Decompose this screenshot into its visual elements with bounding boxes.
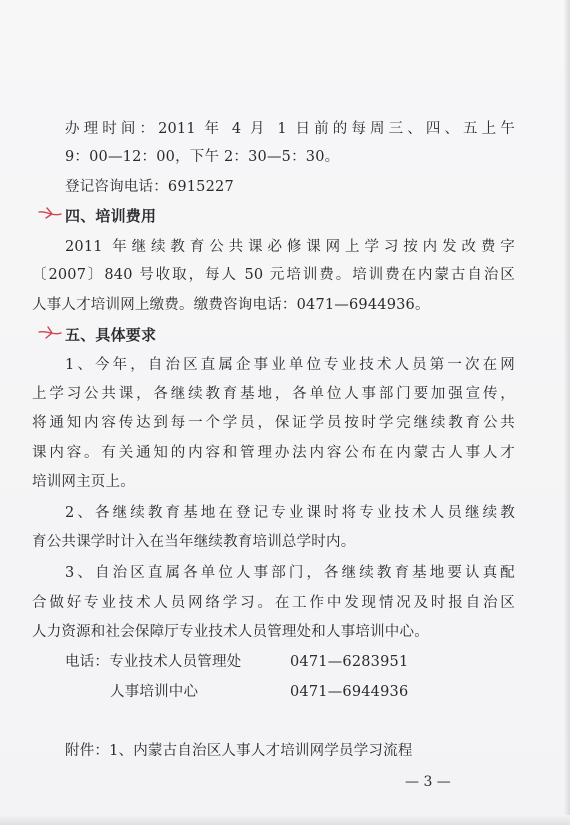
scan-edge-shadow [564, 0, 570, 825]
hours-line-2: 9：00—12：00，下午 2：30—5：30。 [65, 149, 340, 165]
contact-1-label: 电话：专业技术人员管理处 [65, 654, 242, 670]
requirement-2-line-1: 2、各继续教育基地在登记专业课时将专业技术人员继续教 [65, 505, 515, 521]
scan-bottom-shadow [0, 815, 570, 825]
section-4-title: 四、培训费用 [65, 207, 157, 225]
attachment-line: 附件：1、内蒙古自治区人事人才培训网学员学习流程 [65, 743, 413, 759]
requirement-3-line-2: 合做好专业技术人员网络学习。在工作中发现情况及时报自治区 [32, 595, 515, 611]
red-check-mark-icon [38, 323, 62, 339]
requirement-1-line-2: 上学习公共课，各继续教育基地，各单位人事部门要加强宣传， [32, 386, 515, 402]
requirement-3-line-1: 3、自治区直属各单位人事部门，各继续教育基地要认真配 [65, 565, 515, 581]
register-phone: 登记咨询电话：6915227 [65, 179, 234, 195]
fee-line-1: 2011 年继续教育公共课必修课网上学习按内发改费字 [65, 239, 515, 255]
page-number: — 3 — [405, 774, 451, 790]
fee-line-2: 〔2007〕840 号收取，每人 50 元培训费。培训费在内蒙古自治区 [32, 267, 515, 283]
requirement-1-line-1: 1、今年，自治区直属企事业单位专业技术人员第一次在网 [65, 357, 515, 373]
section-5-title: 五、具体要求 [65, 326, 157, 344]
contact-2-phone: 0471—6944936 [290, 684, 409, 700]
requirement-3-line-3: 人力资源和社会保障厅专业技术人员管理处和人事培训中心。 [32, 624, 429, 640]
requirement-1-line-5: 培训网主页上。 [32, 474, 135, 490]
fee-line-3: 人事人才培训网上缴费。缴费咨询电话：0471—6944936。 [32, 297, 430, 313]
requirement-2-line-2: 育公共课学时计入在当年继续教育培训总学时内。 [32, 534, 356, 550]
contact-1-phone: 0471—6283951 [290, 654, 409, 670]
contact-2-label: 人事培训中心 [110, 684, 199, 700]
hours-line-1: 办理时间：2011 年 4 月 1 日前的每周三、四、五上午 [65, 121, 515, 137]
red-check-mark-icon [38, 204, 62, 220]
requirement-1-line-4: 课内容。有关通知的内容和管理办法内容公布在内蒙古人事人才 [32, 445, 515, 461]
requirement-1-line-3: 将通知内容传达到每一个学员，保证学员按时学完继续教育公共 [32, 415, 515, 431]
